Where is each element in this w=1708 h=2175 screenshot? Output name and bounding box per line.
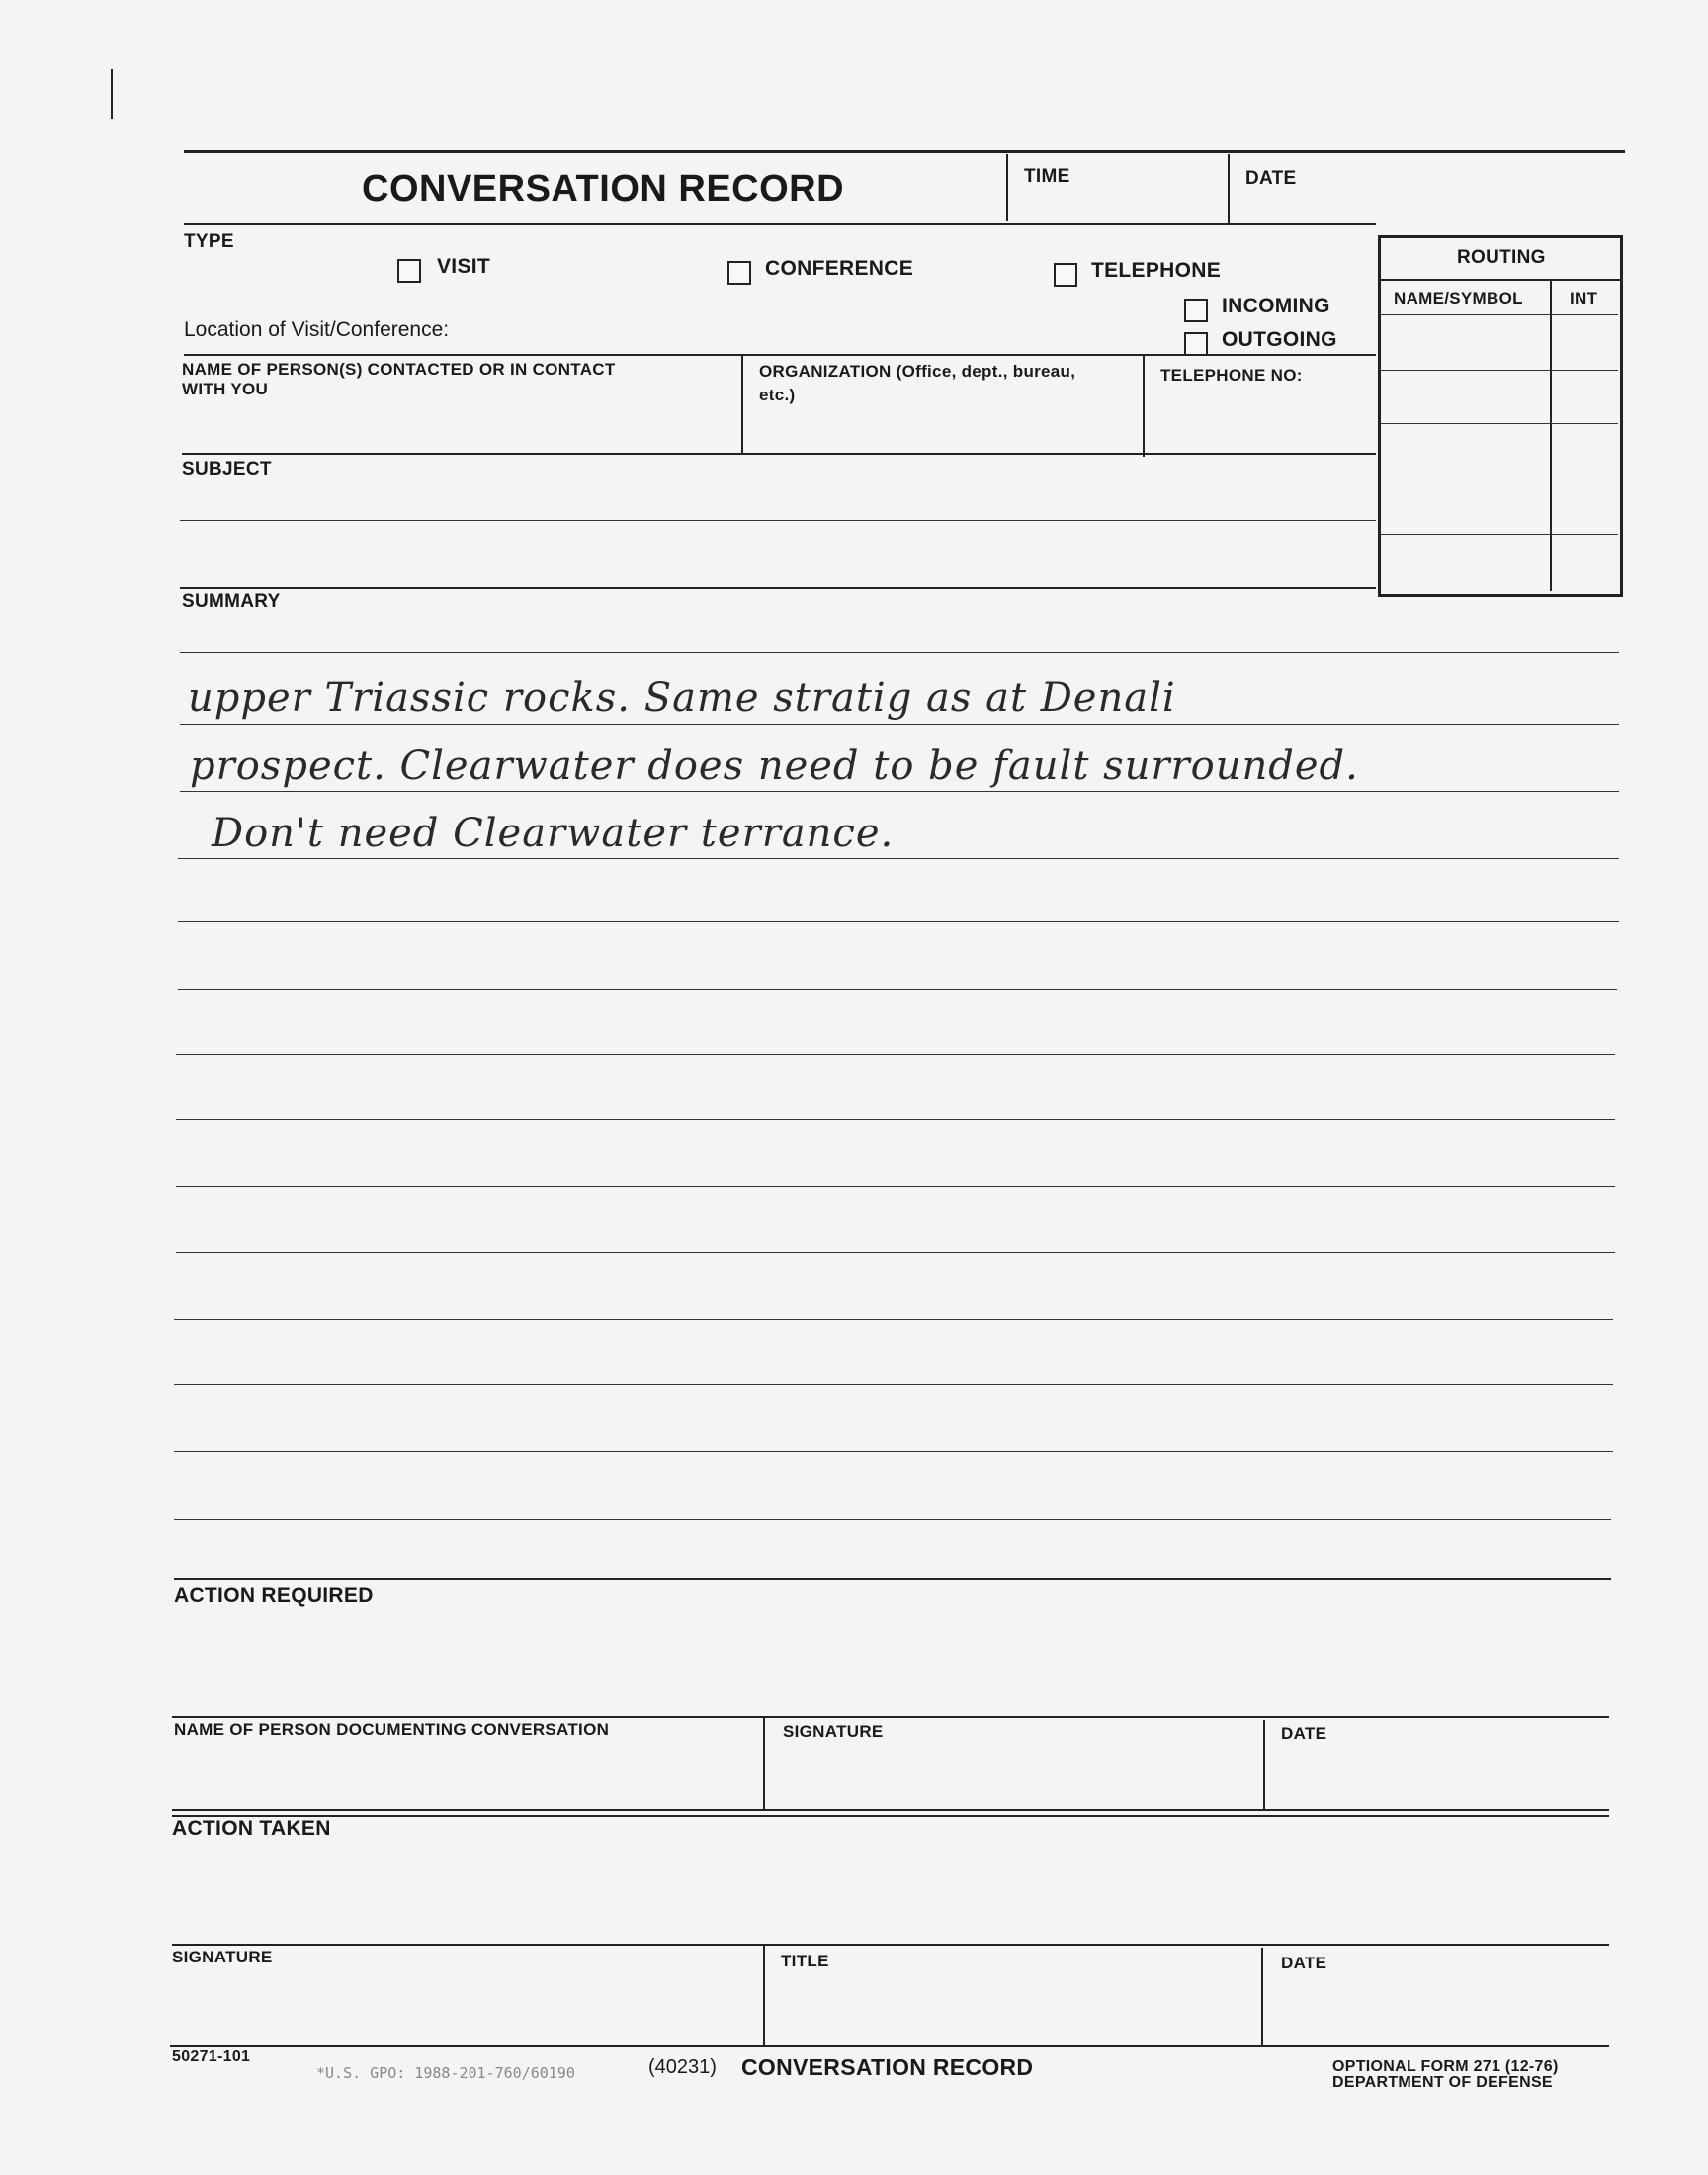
summary-handwritten-line: upper Triassic rocks. Same stratig as at Denali [188, 675, 1176, 721]
scan-mark [111, 69, 113, 119]
routing-title-rule [1378, 279, 1620, 281]
telephone-label: TELEPHONE [1091, 259, 1222, 282]
telephone-checkbox[interactable] [1054, 263, 1077, 287]
summary-line [178, 989, 1617, 990]
summary-line [180, 652, 1619, 653]
contact-bottom-rule [182, 453, 1376, 455]
summary-label: SUMMARY [182, 591, 281, 612]
action-required-label: ACTION REQUIRED [174, 1584, 374, 1607]
summary-line [174, 1519, 1611, 1520]
form-number: 50271-101 [172, 2048, 251, 2065]
contact-name-label-2: WITH YOU [182, 380, 269, 398]
type-bottom-rule [184, 354, 1376, 356]
summary-line [178, 858, 1619, 859]
summary-handwritten-line: prospect. Clearwater does need to be fault surrounded. [190, 743, 1359, 789]
telephone-no-label: TELEPHONE NO: [1160, 366, 1303, 385]
header-date-label: DATE [1245, 168, 1297, 189]
summary-line [180, 791, 1619, 792]
final-signature-label: SIGNATURE [172, 1948, 273, 1966]
final-date-label: DATE [1281, 1954, 1327, 1972]
contact-divider-2 [1143, 356, 1145, 457]
routing-col-divider [1550, 281, 1552, 591]
header-top-rule [184, 150, 1625, 153]
summary-line [176, 1186, 1615, 1187]
location-label: Location of Visit/Conference: [184, 318, 450, 341]
department-label: DEPARTMENT OF DEFENSE [1332, 2074, 1553, 2091]
summary-line [174, 1319, 1613, 1320]
documenting-signature-label: SIGNATURE [783, 1722, 884, 1741]
footer-title: CONVERSATION RECORD [741, 2054, 1034, 2080]
visit-label: VISIT [437, 255, 491, 278]
documenting-divider-2 [1263, 1720, 1265, 1811]
subject-bottom-rule [180, 587, 1376, 589]
summary-line [178, 921, 1619, 922]
outgoing-label: OUTGOING [1222, 328, 1337, 351]
routing-row-rule [1381, 478, 1618, 479]
routing-int-header: INT [1570, 289, 1598, 307]
header-bottom-rule [184, 223, 1376, 225]
summary-line [176, 1119, 1615, 1120]
documenting-name-label: NAME OF PERSON DOCUMENTING CONVERSATION [174, 1720, 610, 1739]
form-title: CONVERSATION RECORD [362, 168, 845, 210]
gpo-imprint: *U.S. GPO: 1988-201-760/60190 [316, 2064, 575, 2082]
routing-row-rule [1381, 423, 1618, 424]
subject-label: SUBJECT [182, 459, 272, 479]
documenting-date-label: DATE [1281, 1724, 1327, 1743]
incoming-label: INCOMING [1222, 295, 1330, 317]
organization-label-2: etc.) [759, 386, 796, 404]
documenting-bottom-rule-double [172, 1815, 1609, 1817]
routing-title: ROUTING [1457, 247, 1546, 268]
summary-handwritten-line: Don't need Clearwater terrance. [212, 811, 895, 856]
stock-number: (40231) [648, 2056, 717, 2078]
footer-top-rule [170, 2044, 1609, 2047]
date-divider [1228, 154, 1230, 225]
organization-label-1: ORGANIZATION (Office, dept., bureau, [759, 362, 1076, 381]
action-required-bottom-rule [172, 1716, 1609, 1718]
optional-form-label: OPTIONAL FORM 271 (12-76) [1332, 2058, 1559, 2075]
subject-line [180, 520, 1376, 521]
time-label: TIME [1024, 166, 1070, 187]
routing-row-rule [1381, 314, 1618, 315]
final-title-label: TITLE [781, 1952, 829, 1970]
conference-checkbox[interactable] [727, 261, 751, 285]
action-taken-label: ACTION TAKEN [172, 1817, 331, 1840]
contact-name-label-1: NAME OF PERSON(S) CONTACTED OR IN CONTACT [182, 360, 616, 379]
action-taken-bottom-rule [172, 1944, 1609, 1946]
routing-row-rule [1381, 534, 1618, 535]
routing-name-header: NAME/SYMBOL [1394, 289, 1523, 307]
incoming-checkbox[interactable] [1184, 299, 1208, 322]
summary-line [180, 724, 1619, 725]
conference-label: CONFERENCE [765, 257, 914, 280]
type-label: TYPE [184, 231, 234, 252]
documenting-divider-1 [763, 1718, 765, 1809]
summary-line [176, 1252, 1615, 1253]
final-divider-2 [1261, 1948, 1263, 2044]
time-divider [1006, 154, 1008, 221]
summary-line [176, 1054, 1615, 1055]
routing-row-rule [1381, 370, 1618, 371]
action-required-top-rule [174, 1578, 1611, 1580]
visit-checkbox[interactable] [397, 259, 421, 283]
summary-line [174, 1451, 1613, 1452]
documenting-bottom-rule [172, 1809, 1609, 1811]
contact-divider-1 [741, 356, 743, 455]
summary-line [174, 1384, 1613, 1385]
outgoing-checkbox[interactable] [1184, 332, 1208, 356]
final-divider-1 [763, 1946, 765, 2044]
